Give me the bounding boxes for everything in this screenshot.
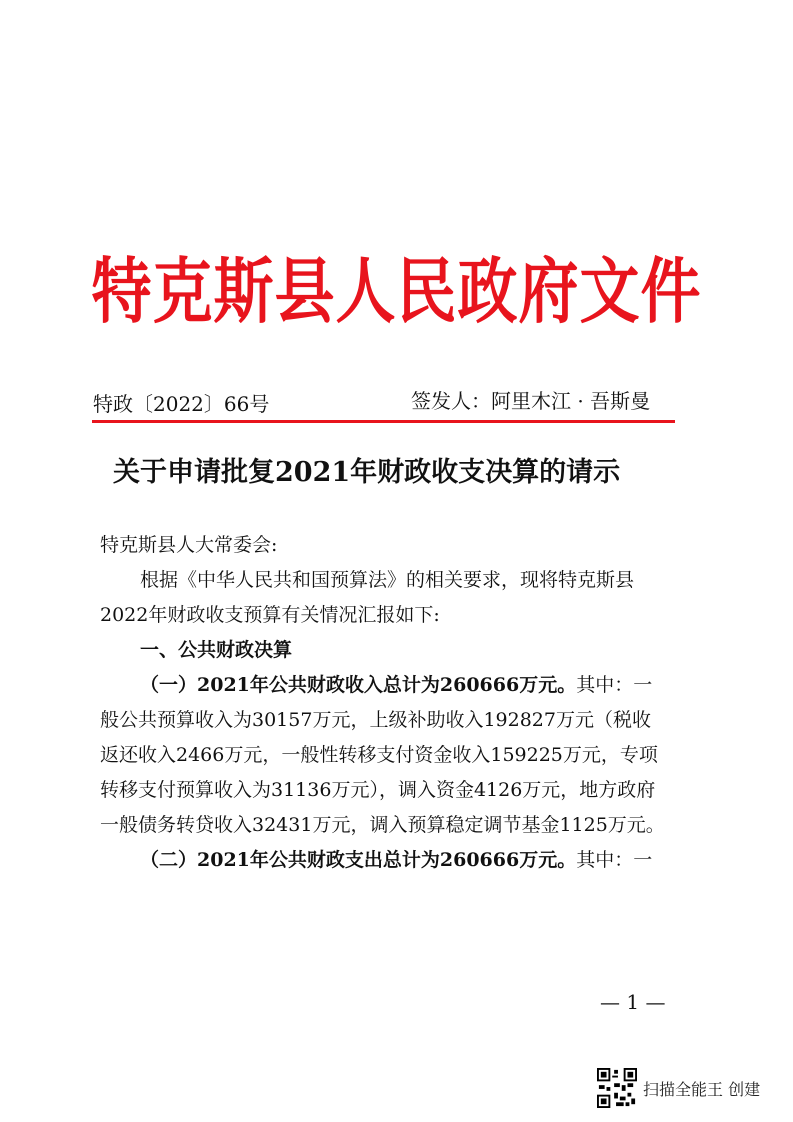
- issuer-header: 特克斯县人民政府文件: [91, 251, 702, 334]
- page-number: — 1 —: [600, 990, 666, 1014]
- expenditure-details: 其中：一: [576, 849, 653, 871]
- qr-code-icon: [597, 1068, 637, 1108]
- revenue-details: 其中：一般公共预算收入为30157万元，上级补助收入192827万元（税收返还收入2466万元，一般性转移支付资金收入159225万元，专项转移支付预算收入为31136万元），调入资金4126万元，地方政府一般债务转贷收入32431万元，调入预算稳定调节基金1125万元。: [100, 674, 665, 836]
- document-number: 特政〔2022〕66号: [93, 392, 270, 416]
- intro-paragraph: 根据《中华人民共和国预算法》的相关要求，现将特克斯县2022年财政收支预算有关情况汇报如下:: [100, 569, 635, 626]
- signer-line: [411, 385, 650, 414]
- section-heading: 一、公共财政决算: [140, 639, 293, 661]
- watermark-text: 扫描全能王 创建: [643, 1079, 761, 1099]
- signer-name: 阿里木江 · 吾斯曼: [491, 389, 651, 413]
- expenditure-paragraph: [100, 843, 668, 878]
- document-body: [100, 528, 668, 878]
- revenue-lead: （一）2021年公共财政收入总计为260666万元。: [140, 674, 577, 696]
- red-divider: [92, 420, 675, 423]
- revenue-paragraph: [100, 668, 668, 843]
- signer-label: 签发人：: [411, 389, 491, 413]
- scanner-watermark: [597, 1066, 760, 1110]
- document-title: 关于申请批复2021年财政收支决算的请示: [113, 457, 621, 488]
- expenditure-lead: （二）2021年公共财政支出总计为260666万元。: [140, 849, 577, 871]
- addressee: 特克斯县人大常委会:: [100, 534, 278, 556]
